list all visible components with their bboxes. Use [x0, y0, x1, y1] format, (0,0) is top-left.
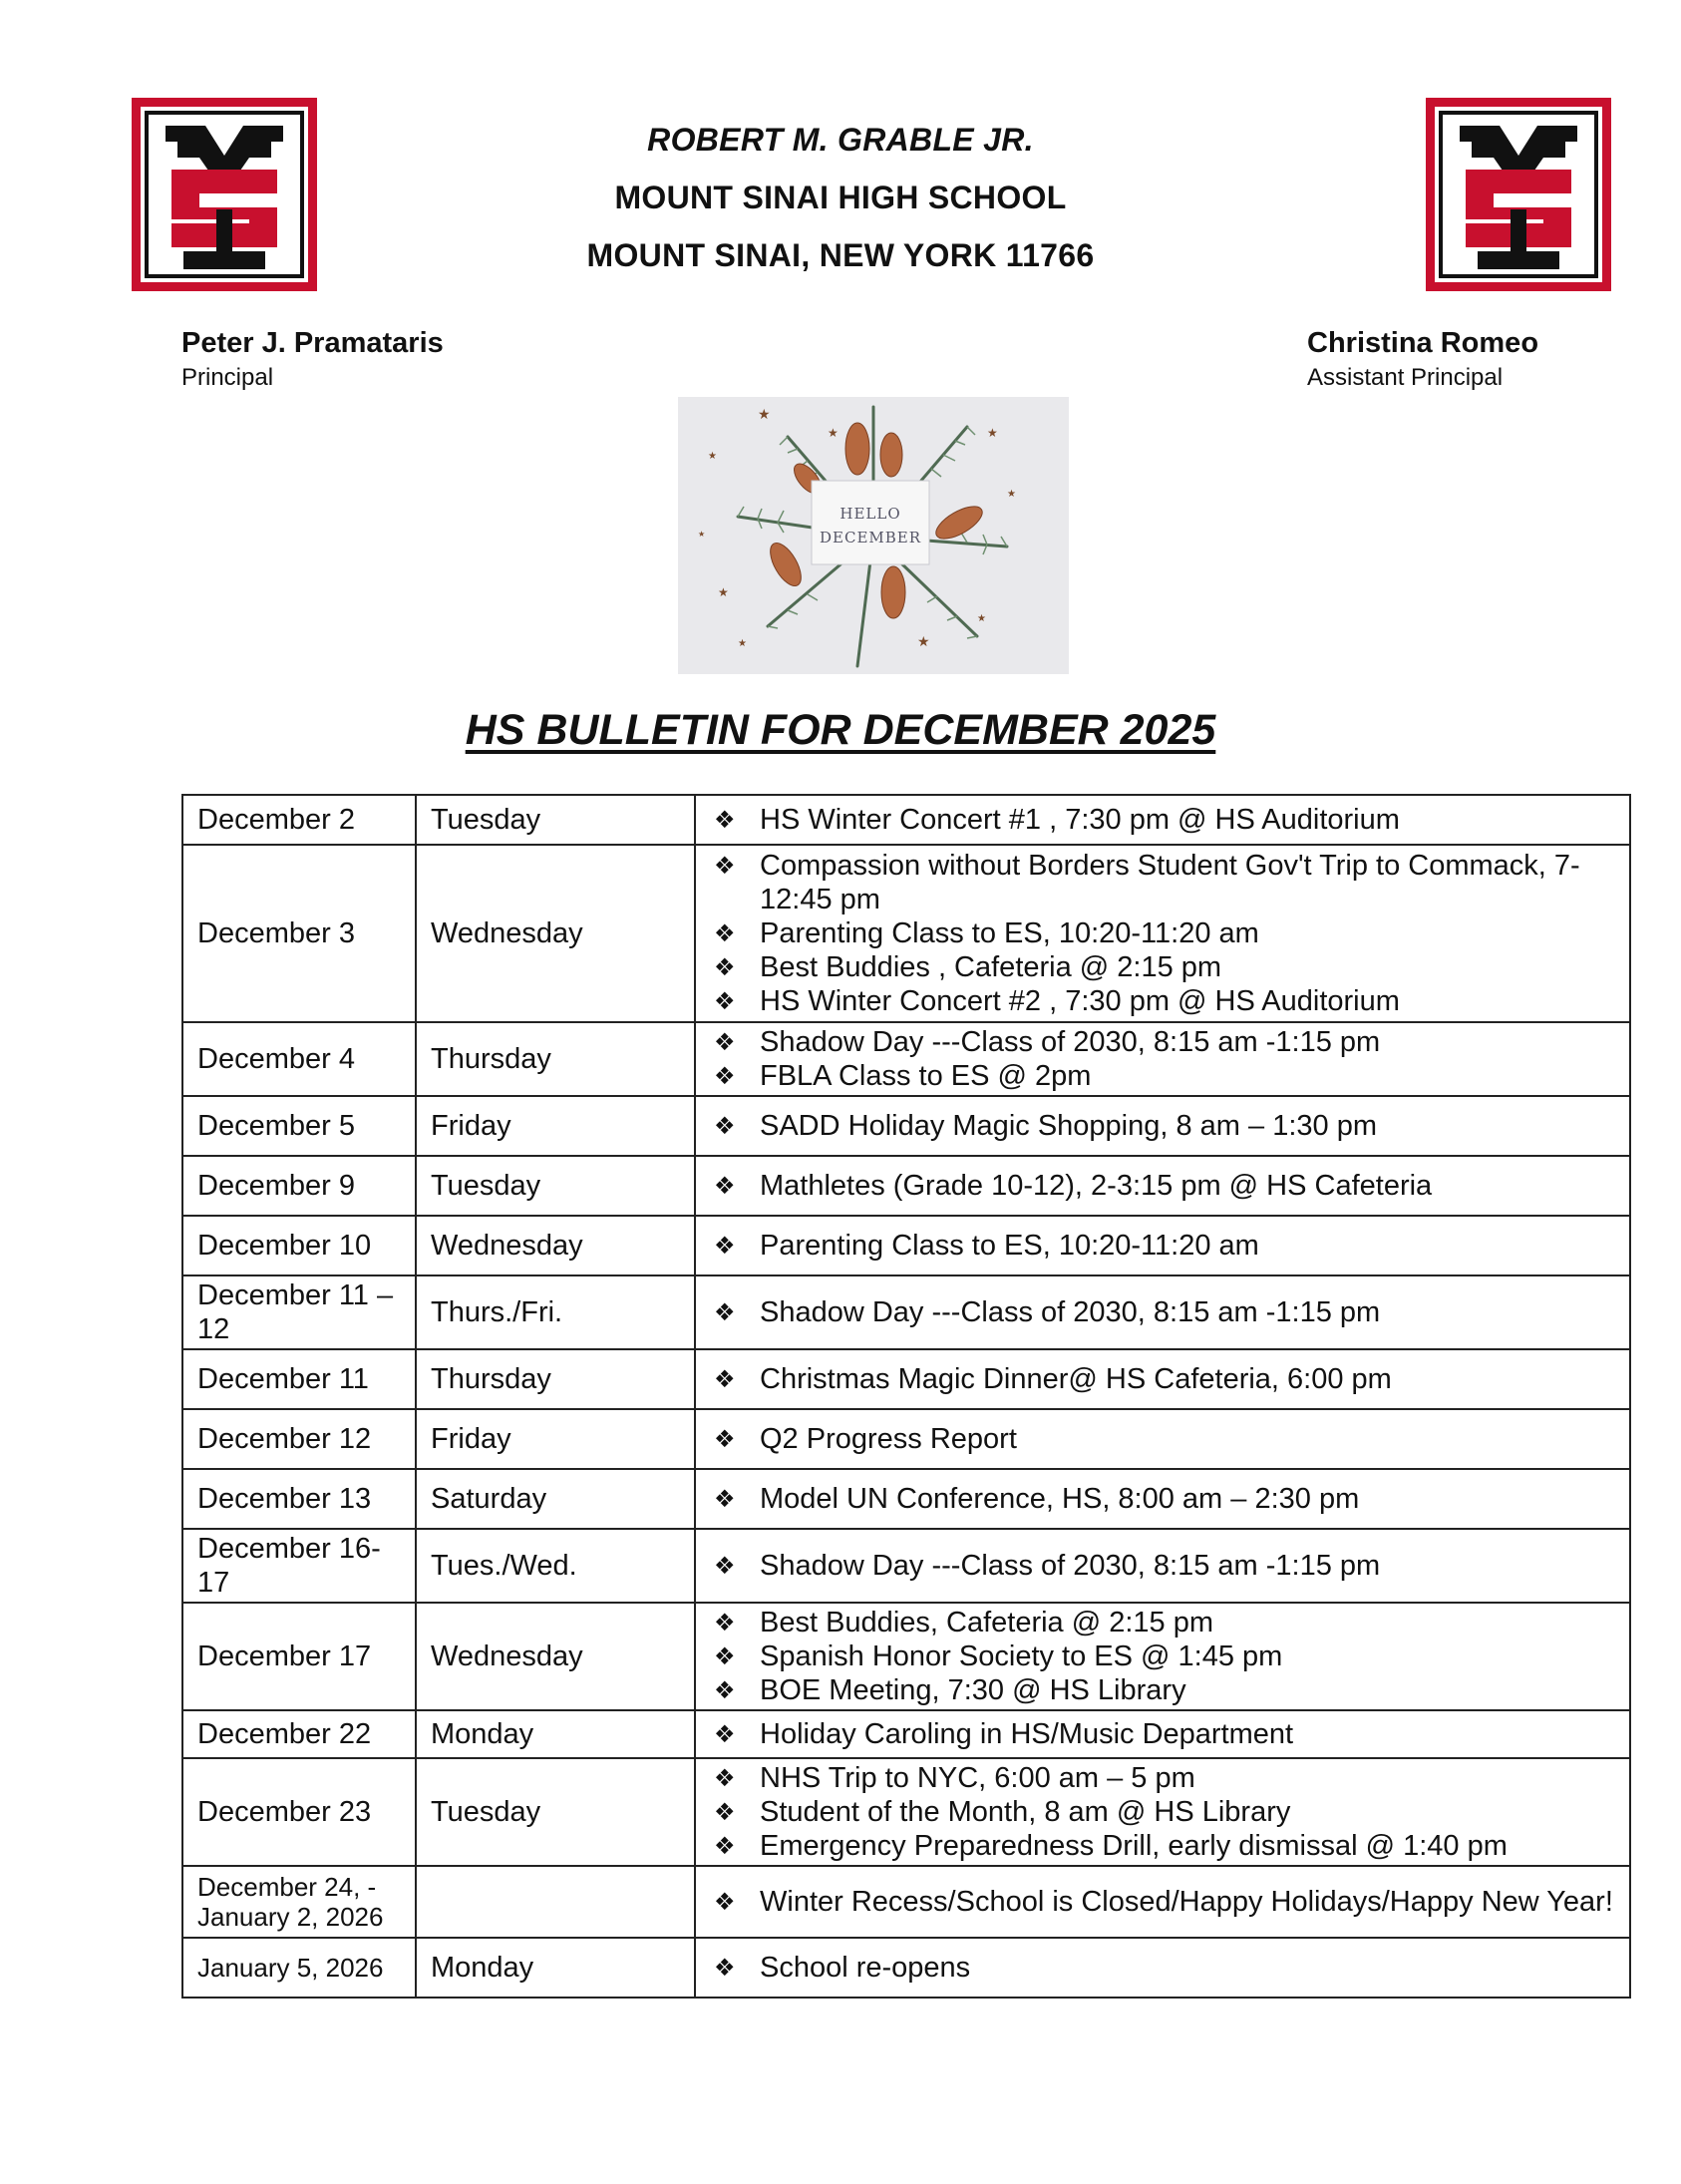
event-item: ❖ Q2 Progress Report: [710, 1422, 1615, 1456]
card-line1: HELLO: [840, 505, 901, 523]
row-events: [695, 1216, 1630, 1275]
table-row: [182, 1710, 1630, 1758]
event-list: [710, 1885, 1615, 1919]
event-item: ❖ Shadow Day ---Class of 2030, 8:15 am -1:15 pm: [710, 1549, 1615, 1583]
card-line2: DECEMBER: [819, 529, 922, 546]
row-events: [695, 845, 1630, 1022]
row-date: December 24, - January 2, 2026: [182, 1866, 416, 1938]
event-list: [710, 803, 1615, 837]
assistant-principal-role: Assistant Principal: [1307, 364, 1504, 391]
table-row: [182, 1216, 1630, 1275]
row-day: Friday: [416, 1096, 695, 1156]
row-events: [695, 1866, 1630, 1938]
table-row: [182, 1349, 1630, 1409]
row-date: December 2: [182, 795, 416, 845]
event-item: ❖ Winter Recess/School is Closed/Happy Holidays/Happy New Year!: [710, 1885, 1615, 1919]
row-day: [416, 1866, 695, 1938]
row-day: Monday: [416, 1938, 695, 1998]
row-events: [695, 1529, 1630, 1603]
event-item: ❖ Parenting Class to ES, 10:20-11:20 am: [710, 916, 1615, 950]
event-item: ❖ Shadow Day ---Class of 2030, 8:15 am -1:15 pm: [710, 1295, 1615, 1329]
event-list: [710, 1362, 1615, 1396]
event-item: ❖ Model UN Conference, HS, 8:00 am – 2:30 pm: [710, 1482, 1615, 1516]
row-day: Thursday: [416, 1022, 695, 1096]
event-list: [710, 1606, 1615, 1707]
row-events: [695, 795, 1630, 845]
row-date: December 11: [182, 1349, 416, 1409]
table-row: [182, 1096, 1630, 1156]
event-list: [710, 1482, 1615, 1516]
event-item: ❖ SADD Holiday Magic Shopping, 8 am – 1:30 pm: [710, 1109, 1615, 1143]
table-row: [182, 1156, 1630, 1216]
principal-block: [181, 327, 444, 392]
event-item: ❖ School re-opens: [710, 1951, 1615, 1985]
row-day: Thursday: [416, 1349, 695, 1409]
event-list: [710, 1109, 1615, 1143]
table-row: [182, 1529, 1630, 1603]
row-date: December 3: [182, 845, 416, 1022]
row-events: [695, 1096, 1630, 1156]
table-row: [182, 795, 1630, 845]
row-date: December 9: [182, 1156, 416, 1216]
row-date: December 10: [182, 1216, 416, 1275]
event-list: [710, 1025, 1615, 1093]
row-day: Thurs./Fri.: [416, 1275, 695, 1349]
row-events: [695, 1938, 1630, 1998]
row-day: Tuesday: [416, 1156, 695, 1216]
row-events: [695, 1603, 1630, 1710]
school-name-line1: ROBERT M. GRABLE JR.: [647, 122, 1034, 158]
event-list: [710, 849, 1615, 1018]
row-day: Wednesday: [416, 1216, 695, 1275]
event-list: [710, 1229, 1615, 1263]
bulletin-table: [181, 794, 1631, 1999]
row-date: December 22: [182, 1710, 416, 1758]
svg-text:★: ★: [698, 530, 706, 539]
event-item: ❖ NHS Trip to NYC, 6:00 am – 5 pm: [710, 1761, 1615, 1795]
row-events: [695, 1022, 1630, 1096]
row-date: December 4: [182, 1022, 416, 1096]
hello-december-image: [678, 397, 1069, 674]
table-row: [182, 1022, 1630, 1096]
row-day: Tuesday: [416, 795, 695, 845]
row-date: December 11 – 12: [182, 1275, 416, 1349]
svg-text:★: ★: [708, 451, 717, 462]
table-row: [182, 1275, 1630, 1349]
principal-name: Peter J. Pramataris: [181, 327, 444, 359]
event-list: [710, 1717, 1615, 1751]
event-item: ❖ Spanish Honor Society to ES @ 1:45 pm: [710, 1639, 1615, 1673]
row-events: [695, 1409, 1630, 1469]
row-events: [695, 1349, 1630, 1409]
assistant-principal-block: [1307, 327, 1538, 392]
row-day: Wednesday: [416, 845, 695, 1022]
svg-text:★: ★: [758, 406, 771, 422]
row-events: [695, 1275, 1630, 1349]
event-item: ❖ Compassion without Borders Student Gov't Trip to Commack, 7-12:45 pm: [710, 849, 1615, 916]
event-item: ❖ HS Winter Concert #2 , 7:30 pm @ HS Auditorium: [710, 984, 1615, 1018]
event-list: [710, 1761, 1615, 1863]
event-item: ❖ HS Winter Concert #1 , 7:30 pm @ HS Auditorium: [710, 803, 1615, 837]
table-row: [182, 1938, 1630, 1998]
event-item: ❖ FBLA Class to ES @ 2pm: [710, 1059, 1615, 1093]
row-day: Tuesday: [416, 1758, 695, 1866]
table-row: [182, 1469, 1630, 1529]
row-date: December 16-17: [182, 1529, 416, 1603]
event-item: ❖ Mathletes (Grade 10-12), 2-3:15 pm @ HS Cafeteria: [710, 1169, 1615, 1203]
event-list: [710, 1422, 1615, 1456]
event-item: ❖ Christmas Magic Dinner@ HS Cafeteria, 6:00 pm: [710, 1362, 1615, 1396]
event-item: ❖ Shadow Day ---Class of 2030, 8:15 am -1:15 pm: [710, 1025, 1615, 1059]
table-row: [182, 1866, 1630, 1938]
table-row: [182, 1758, 1630, 1866]
svg-text:★: ★: [718, 585, 729, 599]
row-day: Saturday: [416, 1469, 695, 1529]
event-item: ❖ Emergency Preparedness Drill, early dismissal @ 1:40 pm: [710, 1829, 1615, 1863]
event-list: [710, 1295, 1615, 1329]
row-events: [695, 1710, 1630, 1758]
principal-role: Principal: [181, 364, 274, 391]
row-date: December 12: [182, 1409, 416, 1469]
event-item: ❖ Best Buddies, Cafeteria @ 2:15 pm: [710, 1606, 1615, 1639]
bulletin-table-body: [182, 795, 1630, 1998]
school-name-line2: MOUNT SINAI HIGH SCHOOL: [614, 180, 1067, 215]
school-address: MOUNT SINAI, NEW YORK 11766: [586, 237, 1095, 273]
event-item: ❖ BOE Meeting, 7:30 @ HS Library: [710, 1673, 1615, 1707]
table-row: [182, 1603, 1630, 1710]
row-day: Tues./Wed.: [416, 1529, 695, 1603]
row-events: [695, 1758, 1630, 1866]
svg-text:★: ★: [987, 426, 998, 440]
svg-text:★: ★: [1007, 489, 1016, 500]
svg-text:★: ★: [828, 426, 839, 440]
event-list: [710, 1549, 1615, 1583]
row-day: Monday: [416, 1710, 695, 1758]
event-item: ❖ Holiday Caroling in HS/Music Department: [710, 1717, 1615, 1751]
row-events: [695, 1156, 1630, 1216]
row-day: Wednesday: [416, 1603, 695, 1710]
row-day: Friday: [416, 1409, 695, 1469]
row-date: December 17: [182, 1603, 416, 1710]
event-list: [710, 1951, 1615, 1985]
assistant-principal-name: Christina Romeo: [1307, 327, 1539, 359]
row-date: December 13: [182, 1469, 416, 1529]
event-item: ❖ Student of the Month, 8 am @ HS Library: [710, 1795, 1615, 1829]
svg-text:★: ★: [917, 633, 930, 649]
row-date: December 23: [182, 1758, 416, 1866]
event-list: [710, 1169, 1615, 1203]
event-item: ❖ Parenting Class to ES, 10:20-11:20 am: [710, 1229, 1615, 1263]
row-events: [695, 1469, 1630, 1529]
row-date: December 5: [182, 1096, 416, 1156]
bulletin-title: HS BULLETIN FOR DECEMBER 2025: [465, 706, 1216, 754]
row-date: January 5, 2026: [182, 1938, 416, 1998]
table-row: [182, 845, 1630, 1022]
svg-text:★: ★: [738, 638, 747, 649]
svg-text:★: ★: [977, 613, 986, 624]
event-item: ❖ Best Buddies , Cafeteria @ 2:15 pm: [710, 950, 1615, 984]
table-row: [182, 1409, 1630, 1469]
